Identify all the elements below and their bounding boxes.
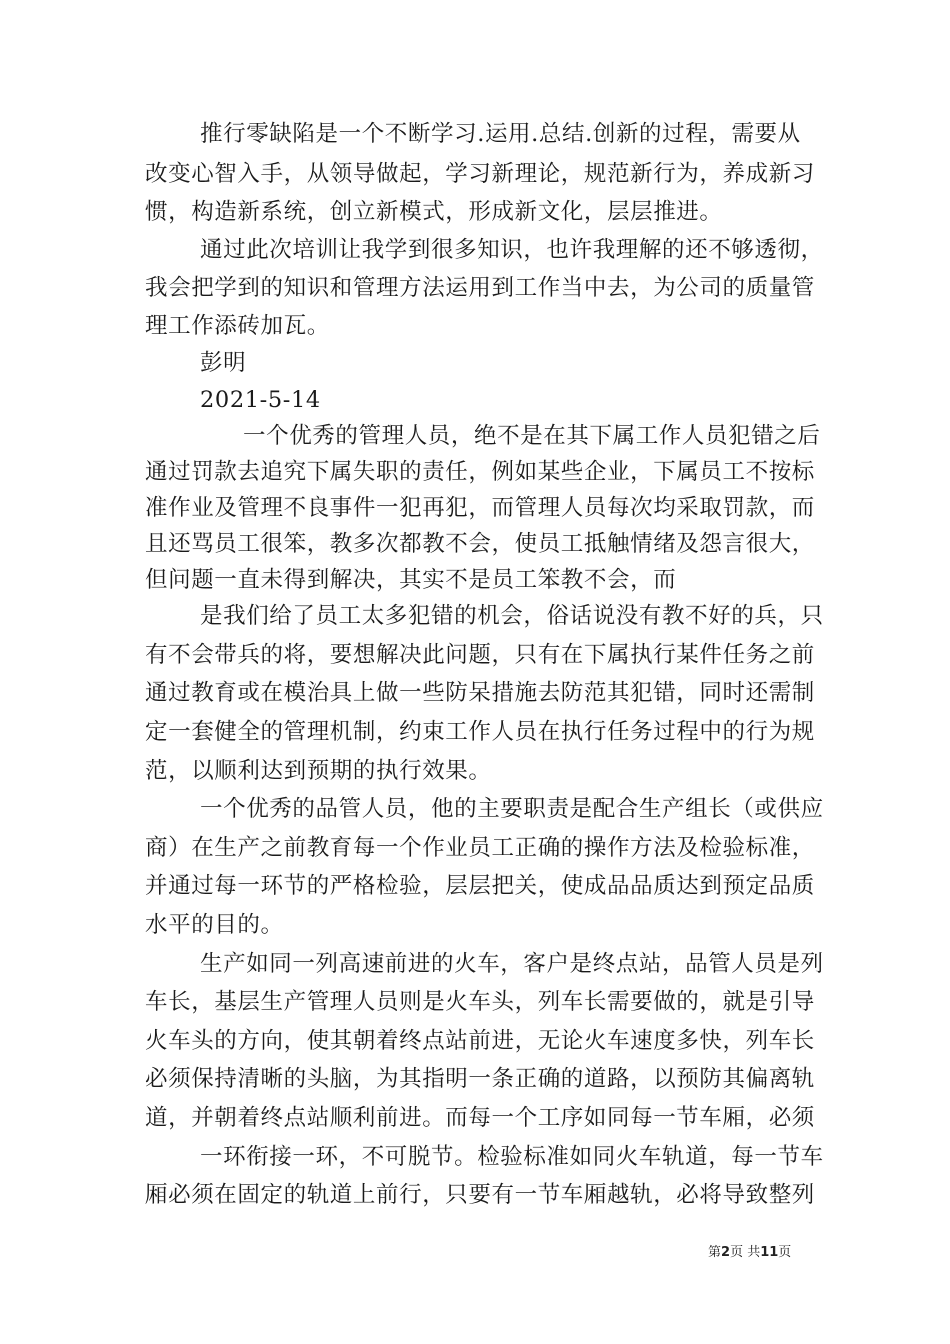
text-line: 定一套健全的管理机制，约束工作人员在执行任务过程中的行为规: [145, 719, 815, 745]
total-pages-number: 11: [760, 1245, 779, 1260]
footer-prefix: 第: [708, 1245, 722, 1260]
text-line: 并通过每一环节的严格检验，层层把关，使成品品质达到预定品质: [145, 873, 815, 899]
text-line: 通过罚款去追究下属失职的责任，例如某些企业，下属员工不按标: [145, 459, 815, 485]
footer-middle: 页 共: [730, 1245, 761, 1260]
date: 2021-5-14: [200, 387, 321, 413]
text-line: 范，以顺利达到预期的执行效果。: [145, 758, 492, 784]
text-line: 改变心智入手，从领导做起，学习新理论，规范新行为，养成新习: [145, 161, 815, 187]
text-line: 一环衔接一环，不可脱节。检验标准如同火车轨道，每一节车: [200, 1144, 824, 1170]
text-line: 水平的目的。: [145, 912, 284, 938]
text-line: 且还骂员工很笨，教多次都教不会，使员工抵触情绪及怨言很大，: [145, 531, 815, 557]
text-line: 惯，构造新系统，创立新模式，形成新文化，层层推进。: [145, 199, 723, 225]
text-line: 生产如同一列高速前进的火车，客户是终点站，品管人员是列: [200, 951, 824, 977]
text-line: 一个优秀的品管人员，他的主要职责是配合生产组长（或供应: [200, 796, 824, 822]
text-line: 一个优秀的管理人员，绝不是在其下属工作人员犯错之后: [243, 423, 821, 449]
text-line: 推行零缺陷是一个不断学习.运用.总结.创新的过程，需要从: [200, 121, 801, 147]
footer-suffix: 页: [778, 1245, 792, 1260]
text-line: 有不会带兵的将，要想解决此问题，只有在下属执行某件任务之前: [145, 642, 815, 668]
text-line: 通过此次培训让我学到很多知识，也许我理解的还不够透彻，: [200, 237, 824, 263]
text-line: 车长，基层生产管理人员则是火车头，列车长需要做的，就是引导: [145, 989, 815, 1015]
current-page-number: 2: [721, 1245, 731, 1260]
author-name: 彭明: [200, 350, 247, 376]
text-line: 道，并朝着终点站顺利前进。而每一个工序如同每一节车厢，必须: [145, 1105, 815, 1131]
text-line: 理工作添砖加瓦。: [145, 313, 330, 339]
text-line: 我会把学到的知识和管理方法运用到工作当中去，为公司的质量管: [145, 275, 815, 301]
text-line: 商）在生产之前教育每一个作业员工正确的操作方法及检验标准，: [145, 835, 815, 861]
text-line: 是我们给了员工太多犯错的机会，俗话说没有教不好的兵，只: [200, 603, 824, 629]
text-line: 但问题一直未得到解决，其实不是员工笨教不会，而: [145, 567, 677, 593]
page-number-footer: [708, 1244, 791, 1262]
text-line: 厢必须在固定的轨道上前行，只要有一节车厢越轨，必将导致整列: [145, 1182, 815, 1208]
text-line: 必须保持清晰的头脑，为其指明一条正确的道路，以预防其偏离轨: [145, 1066, 815, 1092]
text-line: 通过教育或在模治具上做一些防呆措施去防范其犯错，同时还需制: [145, 680, 815, 706]
text-line: 准作业及管理不良事件一犯再犯，而管理人员每次均采取罚款，而: [145, 495, 815, 521]
text-line: 火车头的方向，使其朝着终点站前进，无论火车速度多快，列车长: [145, 1028, 815, 1054]
